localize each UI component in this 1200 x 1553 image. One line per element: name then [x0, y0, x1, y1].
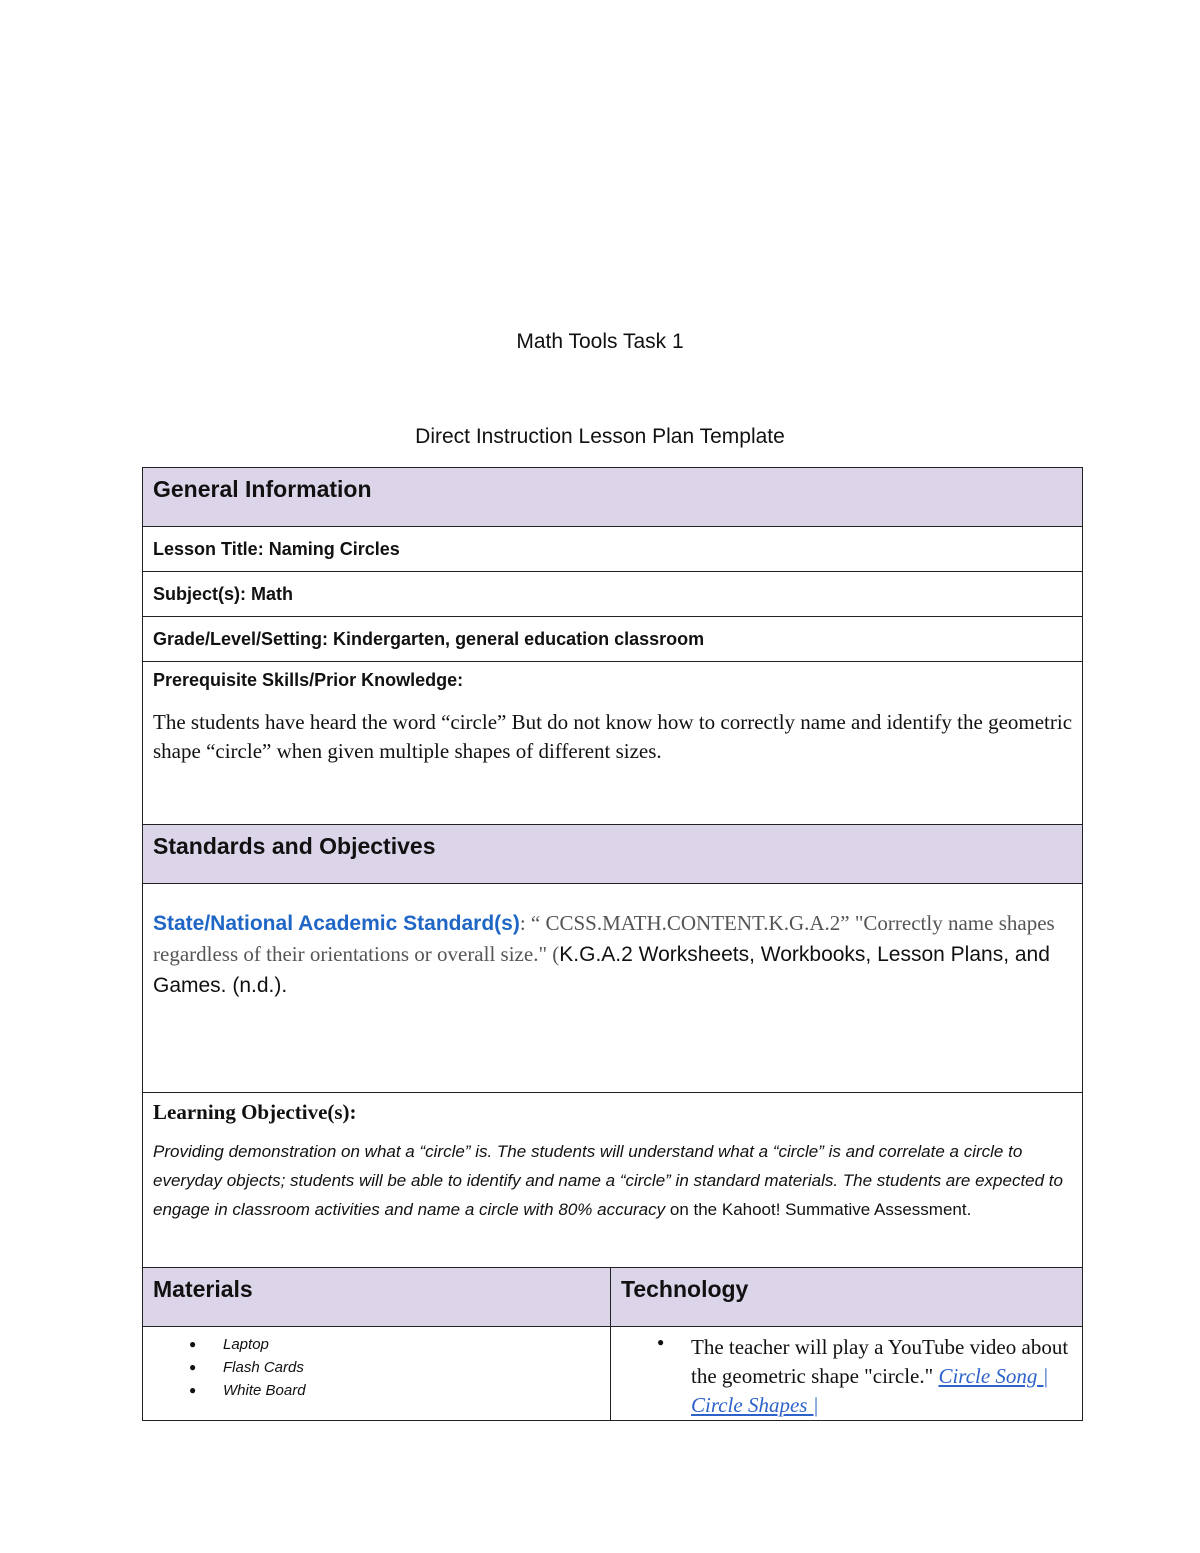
- learning-objective-text: Providing demonstration on what a “circle” is. The students will understand what a “circle” is and correlate a circle to everyday objects; students will be able to identify and name a “circle” in standard materials. The students are expected to engage in classroom activities and name a circle with 80% accuracy: [153, 1142, 1063, 1219]
- standards-row: [143, 884, 1083, 1093]
- lesson-title-row: [143, 527, 1083, 572]
- standard-paragraph: [153, 908, 1072, 1001]
- subjects-row: [143, 572, 1083, 617]
- technology-label: Technology: [621, 1276, 749, 1302]
- general-information-label: General Information: [153, 476, 372, 502]
- lesson-plan-table: [142, 467, 1083, 1421]
- materials-item: ● Flash Cards: [223, 1356, 600, 1379]
- materials-item: ● Laptop: [223, 1333, 600, 1356]
- bullet-icon: ●: [657, 1335, 665, 1349]
- learning-objective-paragraph: [153, 1137, 1072, 1224]
- standard-label: State/National Academic Standard(s): [153, 912, 520, 935]
- prerequisite-text: The students have heard the word “circle” But do not know how to correctly name and identify the geometric shape “circle” when given multiple shapes of different sizes.: [153, 710, 1073, 763]
- prerequisite-row: [143, 662, 1083, 825]
- standard-citation: K.G.A.2 Worksheets, Workbooks, Lesson Plans, and Games. (n.d.).: [153, 943, 1050, 997]
- materials-label: Materials: [153, 1276, 253, 1302]
- learning-objective-label: Learning Objective(s):: [153, 1100, 357, 1124]
- materials-list: [153, 1333, 600, 1402]
- technology-header: [611, 1268, 1083, 1327]
- general-information-header: [143, 468, 1083, 527]
- technology-item: [621, 1333, 1072, 1420]
- document-subtitle: Direct Instruction Lesson Plan Template: [415, 425, 785, 448]
- materials-header: [143, 1268, 611, 1327]
- standards-objectives-header: [143, 825, 1083, 884]
- document-title: Math Tools Task 1: [516, 330, 684, 353]
- materials-cell: [143, 1327, 611, 1421]
- materials-item: ● White Board: [223, 1379, 600, 1402]
- objectives-row: [143, 1093, 1083, 1268]
- grade-level-setting: Grade/Level/Setting: Kindergarten, general education classroom: [153, 629, 705, 649]
- subjects: Subject(s): Math: [153, 584, 294, 604]
- prerequisite-label: Prerequisite Skills/Prior Knowledge:: [153, 670, 464, 690]
- standard-text: : “ CCSS.MATH.CONTENT.K.G.A.2” "Correctly name shapes regardless of their orientations or overall size." (: [153, 911, 1055, 966]
- lesson-title: Lesson Title: Naming Circles: [153, 539, 400, 559]
- circle-song-link[interactable]: Circle Song | Circle Shapes |: [691, 1364, 1049, 1417]
- grade-row: [143, 617, 1083, 662]
- learning-objective-tail: on the Kahoot! Summative Assessment.: [665, 1200, 972, 1219]
- technology-cell: [611, 1327, 1083, 1421]
- technology-text: The teacher will play a YouTube video about the geometric shape "circle.": [691, 1335, 1069, 1388]
- standards-objectives-label: Standards and Objectives: [153, 833, 436, 859]
